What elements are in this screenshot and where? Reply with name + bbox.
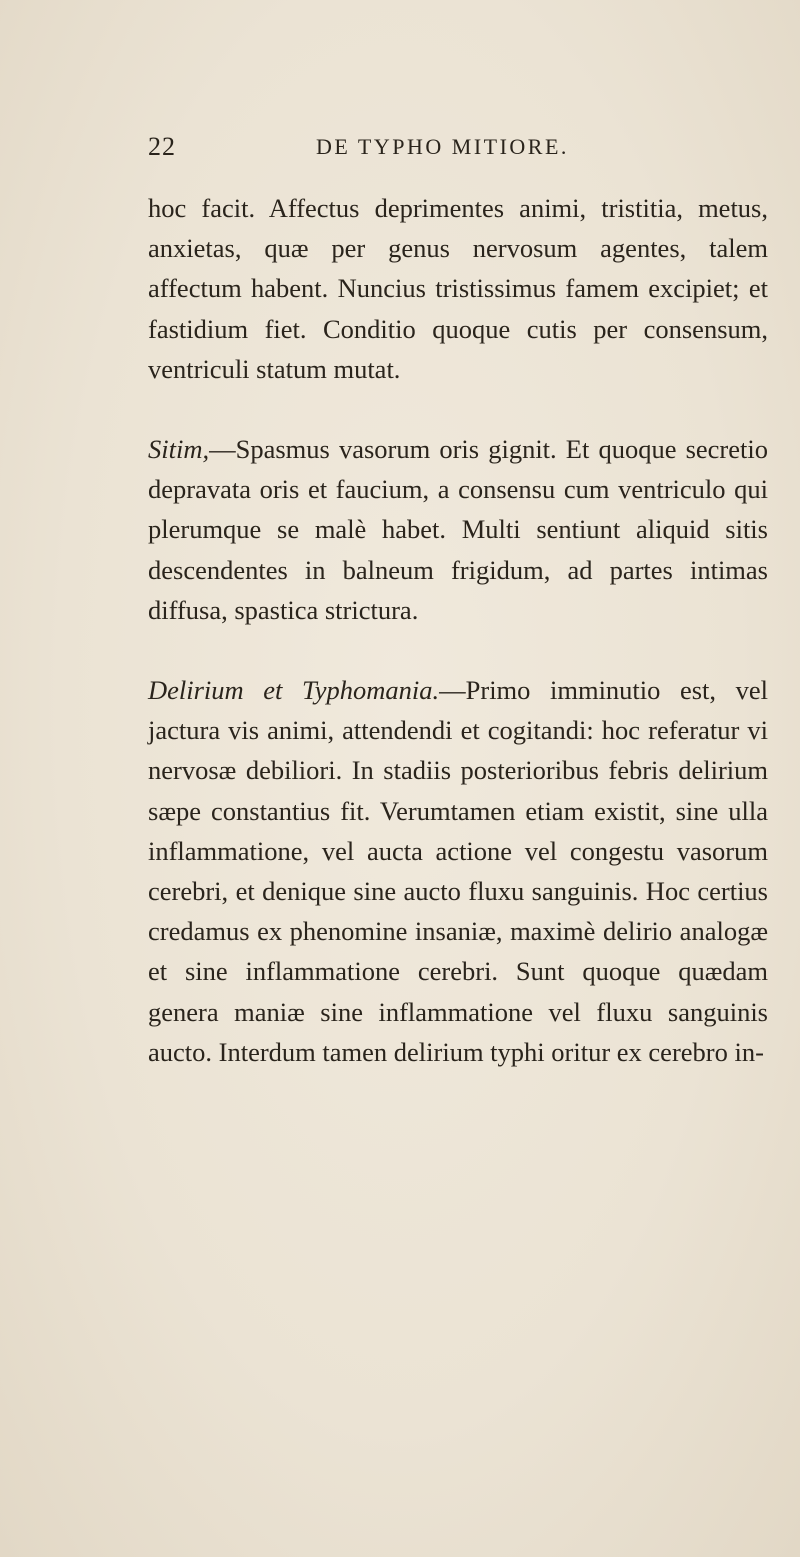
paragraph-2 bbox=[148, 429, 768, 630]
page-header bbox=[148, 132, 768, 172]
page-number: 22 bbox=[148, 132, 176, 161]
paragraph-3 bbox=[148, 670, 768, 1072]
paragraph-lead: Delirium et Typhomania. bbox=[148, 675, 440, 706]
paragraph-text: —Primo imminutio est, vel jactura vis animi, attendendi et cogitandi: hoc referatur vi nervosæ debiliori. In stadiis posterioribus febris delirium sæpe constantius fit. Verumtamen etiam existit, sine ulla inflammatione, vel aucta actione vel congestu vasorum cerebri, et denique sine aucto fluxu sanguinis. Hoc certius credamus ex phenomine insaniæ, maximè delirio analogæ et sine inflammatione cerebri. Sunt quoque quædam genera maniæ sine inflammatione vel fluxu sanguinis aucto. Interdum tamen delirium typhi oritur ex cerebro in- bbox=[148, 675, 768, 1067]
paragraph-text: hoc facit. Affectus deprimentes animi, tristitia, metus, anxietas, quæ per genus nervosum agentes, talem affectum habent. Nuncius tristissimus famem excipiet; et fastidium fiet. Conditio quoque cutis per consensum, ventriculi statum mutat. bbox=[148, 193, 768, 384]
running-head: DE TYPHO MITIORE. bbox=[316, 134, 569, 159]
body-text bbox=[148, 188, 768, 1072]
paragraph-1 bbox=[148, 188, 768, 389]
paragraph-text: —Spasmus vasorum oris gignit. Et quoque secretio depravata oris et faucium, a consensu cum ventriculo qui plerumque se malè habet. Multi sentiunt aliquid sitis descendentes in balneum frigidum, ad partes intimas diffusa, spastica strictura. bbox=[148, 434, 768, 625]
paragraph-lead: Sitim, bbox=[148, 434, 210, 465]
